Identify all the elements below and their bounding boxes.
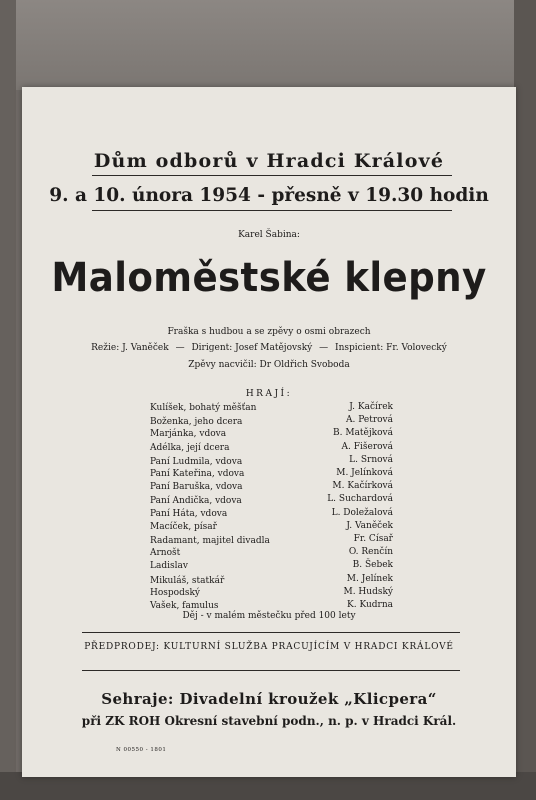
divider-presale	[82, 632, 460, 633]
divider-date	[92, 210, 452, 211]
background-left-edge	[0, 0, 16, 800]
play-subtitle: Fraška s hudbou a se zpěvy o osmi obrazech	[167, 327, 371, 337]
performance-date: 9. a 10. února 1954 - přesně v 19.30 hodin	[49, 185, 489, 206]
cast-actor: L. Doležalová	[331, 507, 393, 518]
cast-actor: M. Jelínek	[346, 573, 393, 584]
conductor-credit: Dirigent: Josef Matějovský	[191, 343, 313, 353]
cast-role: Vašek, famulus	[150, 601, 219, 611]
songs-credit: Zpěvy nacvičil: Dr Oldřich Svoboda	[188, 360, 350, 370]
cast-role: Radamant, majitel divadla	[150, 536, 270, 546]
author-line: Karel Šabina:	[238, 230, 300, 240]
play-title: Maloměstské klepny	[51, 255, 487, 301]
cast-role: Paní Baruška, vdova	[150, 482, 243, 493]
divider-performers	[82, 670, 460, 671]
cast-actor: J. Kačírek	[349, 402, 393, 412]
cast-role: Ladislav	[150, 561, 188, 572]
cast-heading: HRAJÍ:	[245, 389, 293, 399]
cast-role: Paní Ludmila, vdova	[150, 456, 243, 467]
cast-role: Paní Kateřina, vdova	[150, 469, 245, 479]
cast-role: Paní Háta, vdova	[150, 508, 228, 519]
poster-paper	[22, 87, 516, 777]
presale-line: PŘEDPRODEJ: KULTURNÍ SLUŽBA PRACUJÍCÍM V HRADCI KRÁLOVÉ	[84, 642, 454, 652]
background-right-edge	[514, 0, 536, 800]
cast-role: Boženka, jeho dcera	[150, 417, 243, 428]
cast-actor: O. Renčín	[348, 547, 393, 558]
cast-role: Adélka, její dcera	[150, 442, 230, 453]
cast-actor: B. Matějková	[333, 428, 393, 439]
cast-actor: A. Fišerová	[341, 441, 393, 452]
cast-actor: L. Suchardová	[327, 494, 393, 505]
venue-heading: Dům odborů v Hradci Králové	[93, 150, 445, 172]
cast-actor: M. Hudský	[343, 586, 393, 597]
cast-actor: M. Kačírková	[332, 481, 393, 492]
setting-line: Děj - v malém městečku před 100 lety	[182, 611, 356, 621]
cast-role: Paní Andička, vdova	[150, 496, 242, 507]
performed-by: Sehraje: Divadelní kroužek „Klicpera“	[101, 690, 437, 708]
background-top	[0, 0, 536, 90]
credits-separator: —	[175, 343, 185, 353]
cast-role: Marjánka, vdova	[150, 429, 227, 440]
cast-actor: A. Petrová	[346, 415, 393, 426]
print-code: N 00550 - 1801	[116, 747, 167, 753]
divider-top	[92, 175, 452, 176]
cast-role: Arnošt	[150, 548, 181, 559]
credits-line	[22, 343, 516, 353]
cast-actor: M. Jelínková	[336, 468, 393, 478]
cast-actor: Fr. Císař	[353, 534, 393, 544]
cast-actor: K. Kudrna	[347, 600, 393, 610]
credits-separator: —	[319, 343, 329, 353]
stage-manager-credit: Inspicient: Fr. Volovecký	[335, 343, 447, 353]
cast-actor: B. Šebek	[352, 560, 393, 571]
cast-actor: L. Srnová	[349, 454, 393, 465]
cast-actor: J. Vaněček	[346, 520, 393, 531]
director-credit: Režie: J. Vaněček	[91, 343, 169, 353]
cast-role: Kulíšek, bohatý měšťan	[150, 403, 257, 413]
organization-line: při ZK ROH Okresní stavební podn., n. p. v Hradci Král.	[81, 714, 457, 728]
cast-role: Hospodský	[150, 587, 200, 598]
cast-role: Mikuláš, statkář	[150, 575, 225, 586]
cast-role: Macíček, písař	[150, 521, 217, 532]
